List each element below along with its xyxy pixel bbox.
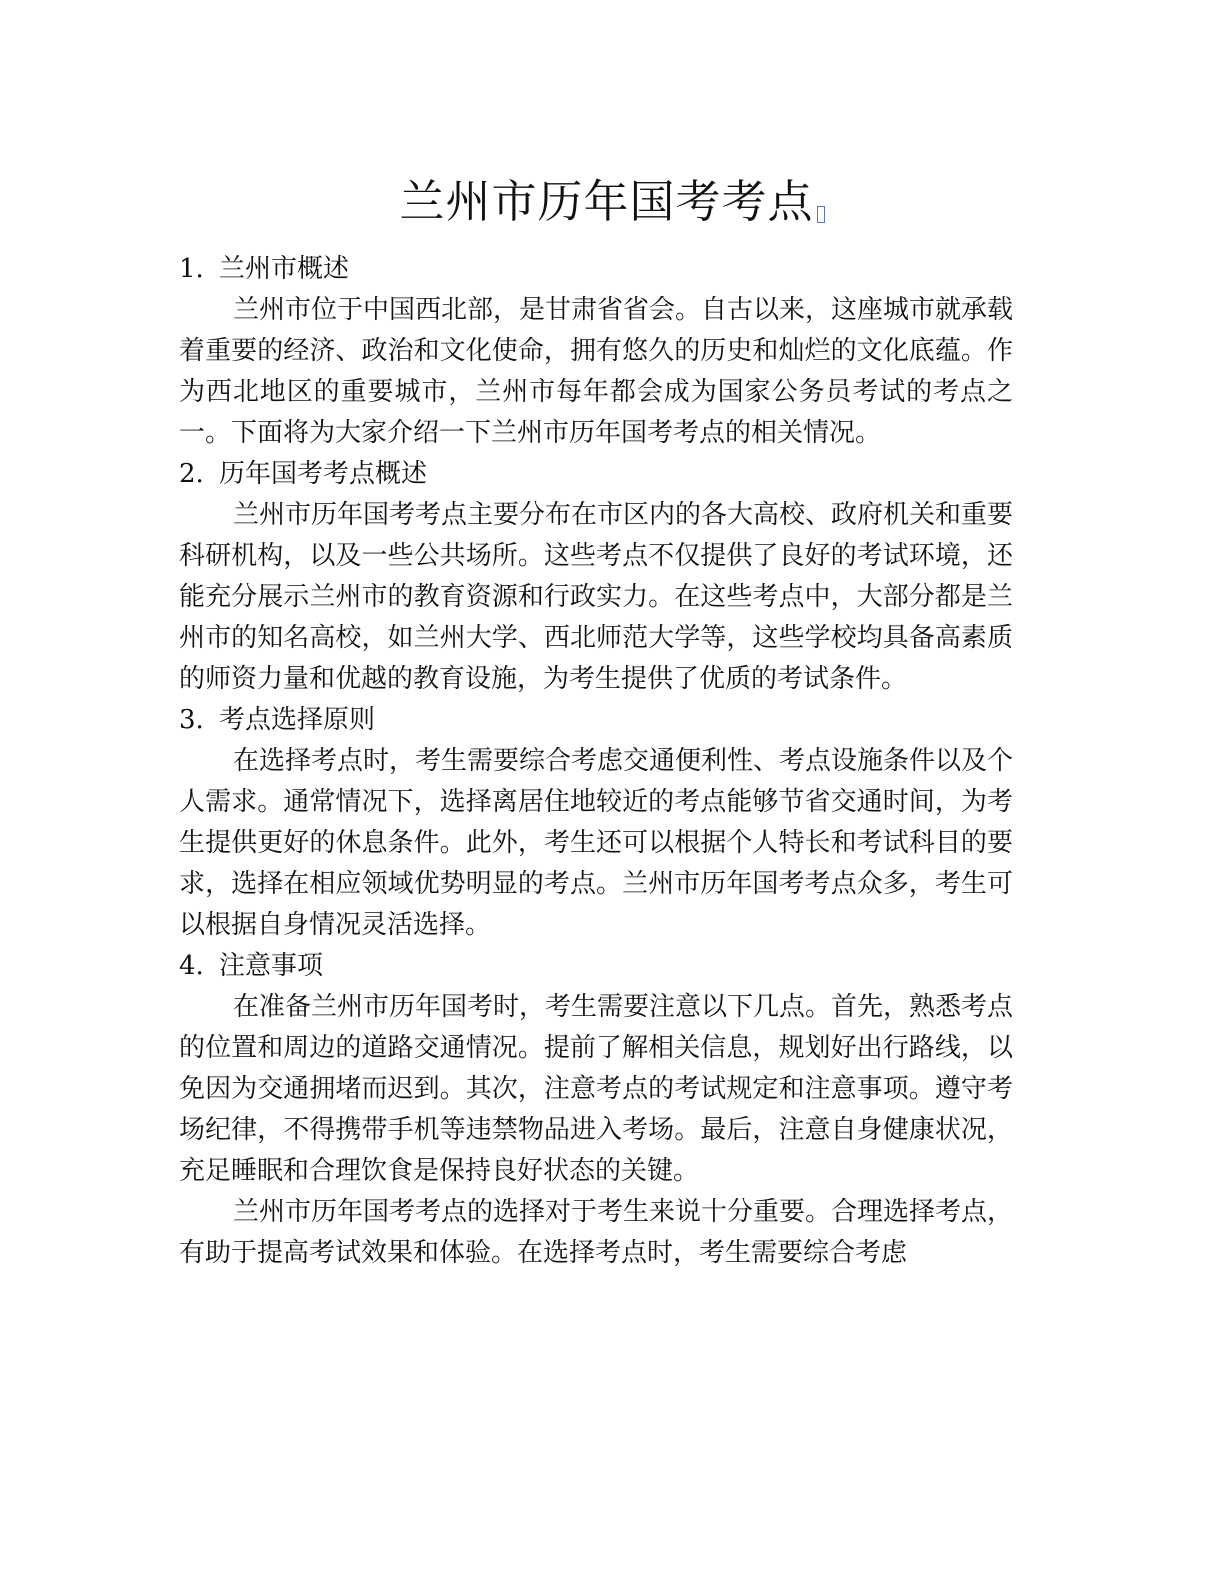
anchor-marker-icon [817, 206, 825, 223]
document-body [179, 249, 1013, 1274]
section-heading-text: 注意事项 [219, 951, 324, 981]
section-number: 2. [179, 459, 204, 489]
section-paragraph: 在选择考点时，考生需要综合考虑交通便利性、考点设施条件以及个人需求。通常情况下，选择离居住地较近的考点能够节省交通时间，为考生提供更好的休息条件。此外，考生还可以根据个人特长和考试科目的要求，选择在相应领域优势明显的考点。兰州市历年国考考点众多，考生可以根据自身情况灵活选择。 [179, 746, 1014, 940]
section-number: 1. [179, 254, 204, 284]
section-heading [179, 946, 1013, 987]
section-heading-text: 兰州市概述 [219, 254, 350, 284]
section-heading [179, 454, 1013, 495]
section-heading [179, 700, 1013, 741]
section-paragraph: 兰州市位于中国西北部，是甘肃省省会。自古以来，这座城市就承载着重要的经济、政治和文化使命，拥有悠久的历史和灿烂的文化底蕴。作为西北地区的重要城市，兰州市每年都会成为国家公务员考试的考点之一。下面将为大家介绍一下兰州市历年国考考点的相关情况。 [179, 295, 1014, 448]
section-heading [179, 249, 1013, 290]
page-title: 兰州市历年国考考点 [399, 175, 814, 228]
section-paragraph: 兰州市历年国考考点主要分布在市区内的各大高校、政府机关和重要科研机构，以及一些公共场所。这些考点不仅提供了良好的考试环境，还能充分展示兰州市的教育资源和行政实力。在这些考点中，大部分都是兰州市的知名高校，如兰州大学、西北师范大学等，这些学校均具备高素质的师资力量和优越的教育设施，为考生提供了优质的考试条件。 [179, 500, 1014, 694]
section-paragraph: 在准备兰州市历年国考时，考生需要注意以下几点。首先，熟悉考点的位置和周边的道路交通情况。提前了解相关信息，规划好出行路线，以免因为交通拥堵而迟到。其次，注意考点的考试规定和注意事项。遵守考场纪律，不得携带手机等违禁物品进入考场。最后，注意自身健康状况，充足睡眠和合理饮食是保持良好状态的关键。 [179, 992, 1014, 1186]
section-number: 4. [179, 951, 204, 981]
section-heading-text: 考点选择原则 [219, 705, 376, 735]
section-number: 3. [179, 705, 204, 735]
section-heading-text: 历年国考考点概述 [219, 459, 428, 489]
title-area [0, 170, 1224, 234]
closing-paragraph: 兰州市历年国考考点的选择对于考生来说十分重要。合理选择考点，有助于提高考试效果和体验。在选择考点时，考生需要综合考虑 [179, 1197, 1014, 1268]
